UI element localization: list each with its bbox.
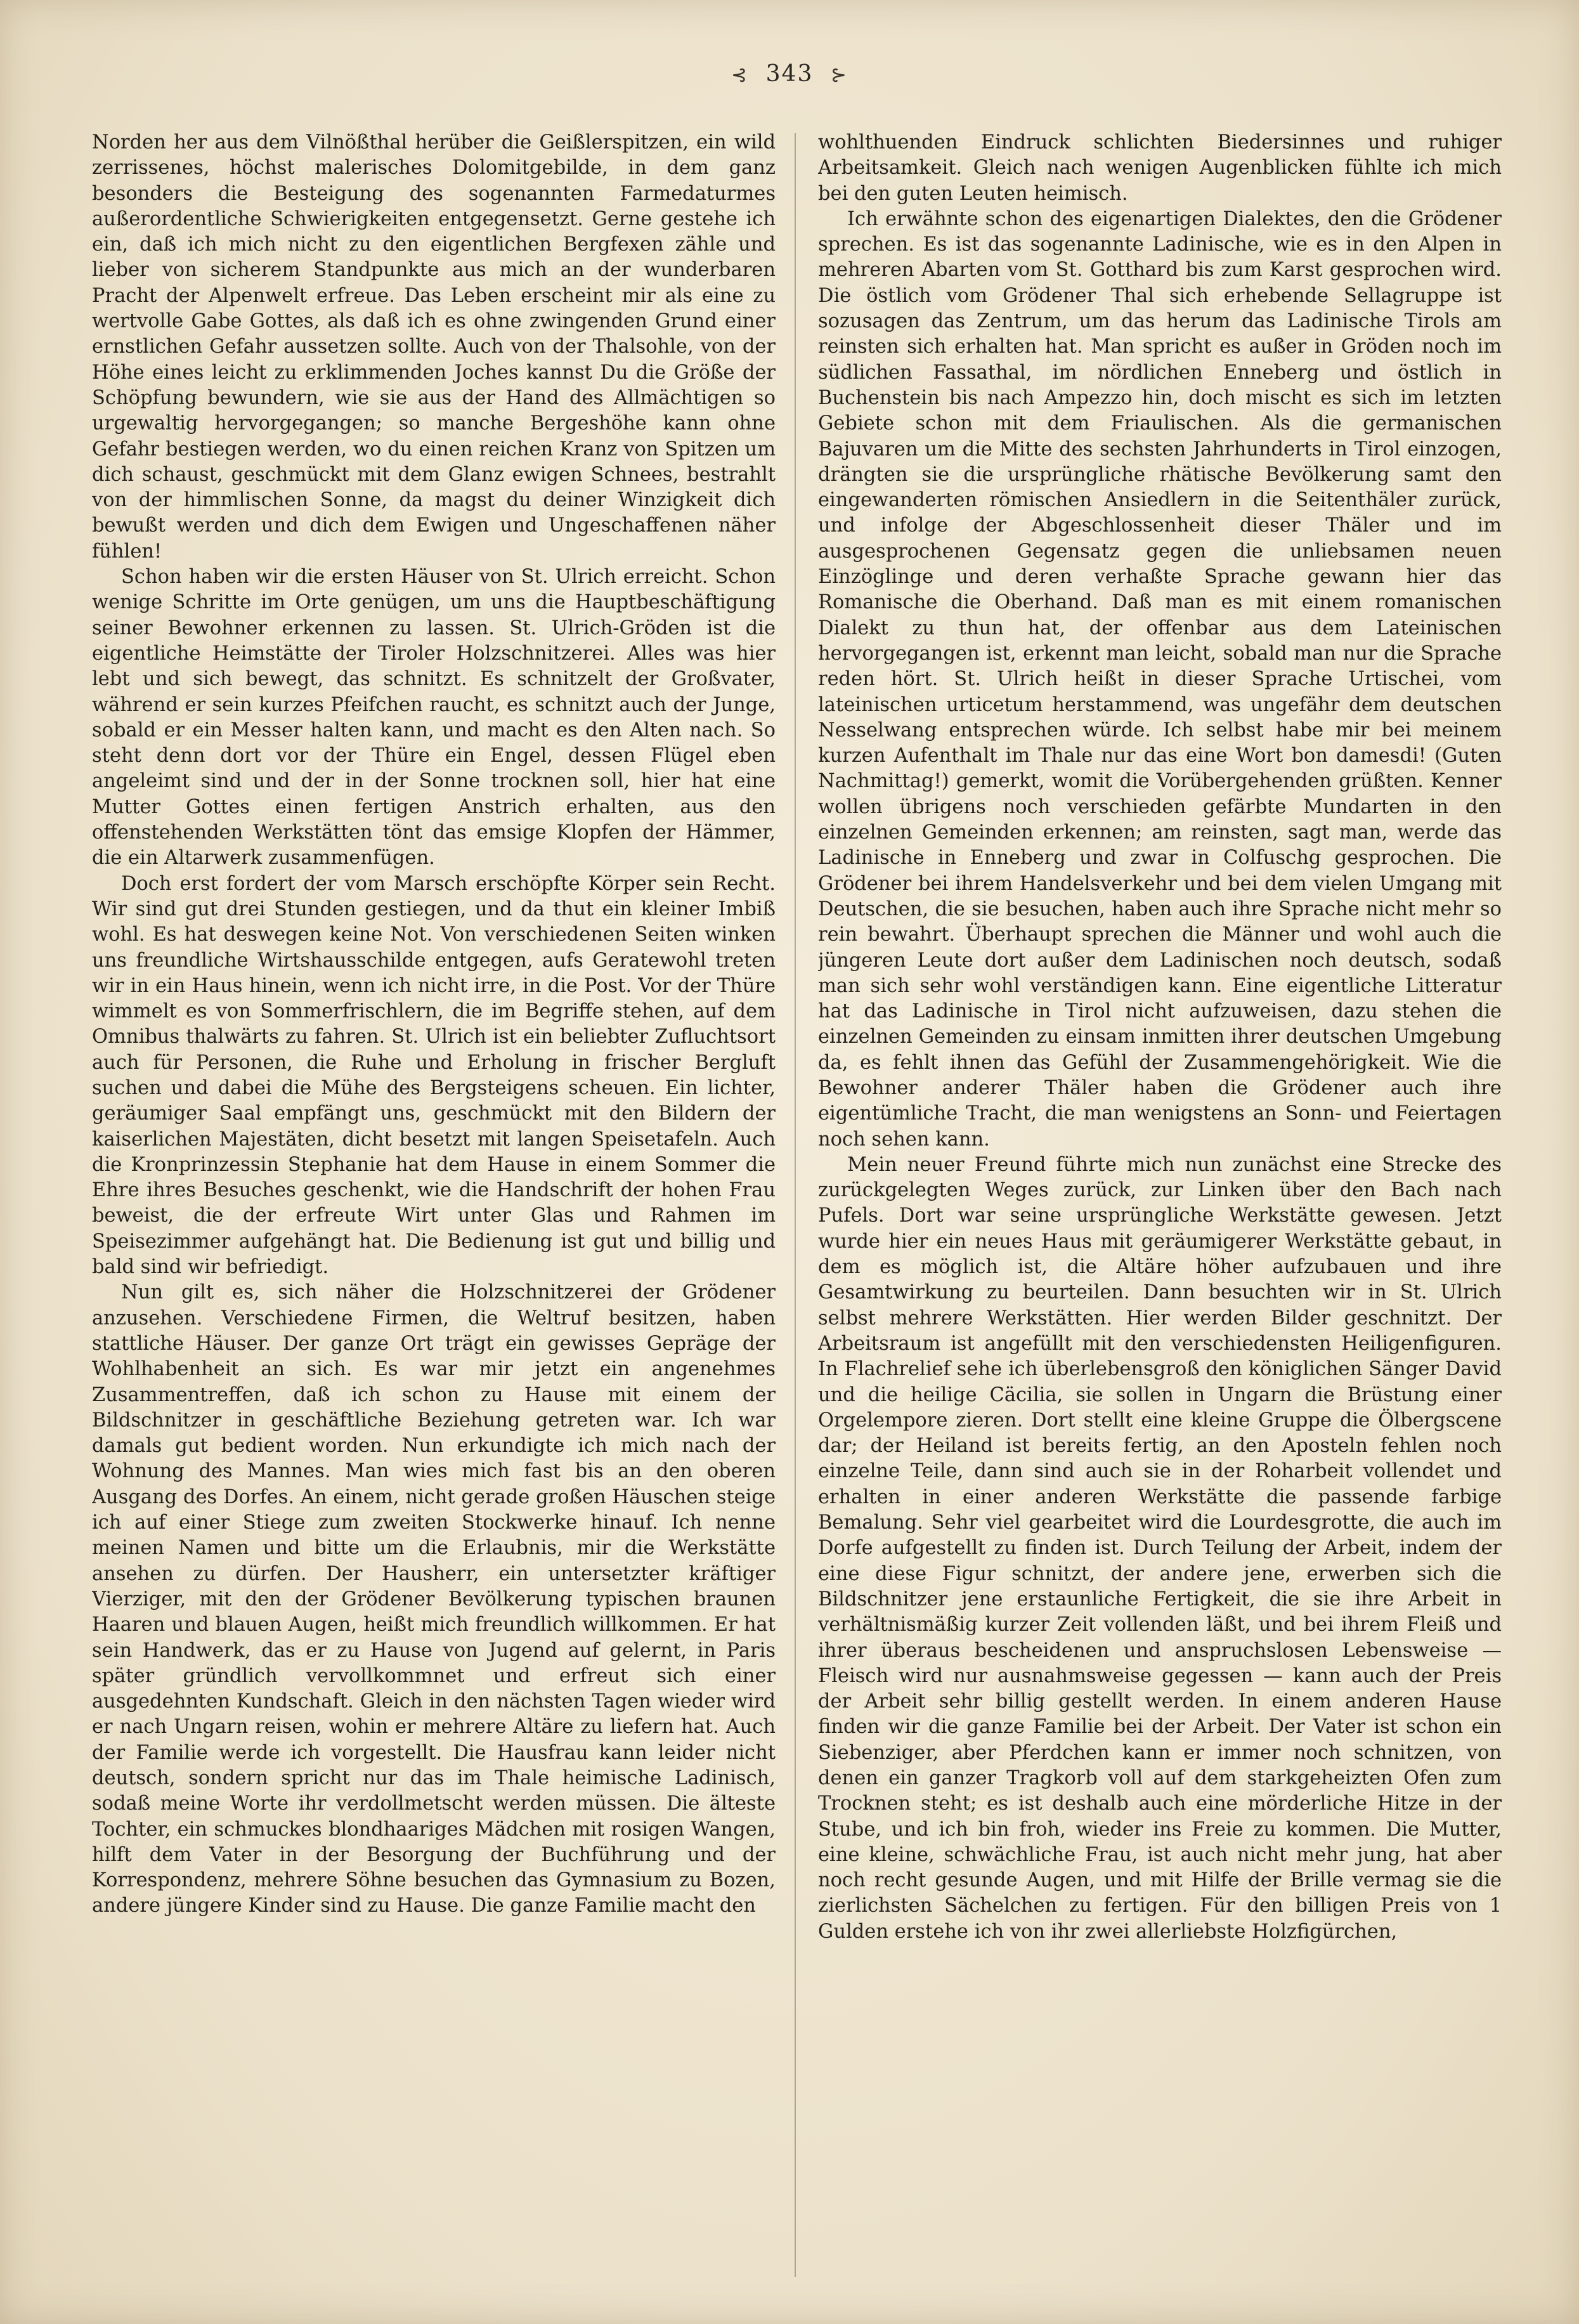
- ornament-left: ⊰: [731, 64, 749, 86]
- paragraph: Doch erst fordert der vom Marsch erschöpfte Körper sein Recht. Wir sind gut drei Stunden gestiegen, und da thut ein kleiner Imbiß wohl. Es hat deswegen keine Not. Von verschiedenen Seiten winken uns freundliche Wirtshausschilde entgegen, aufs Geratewohl treten wir in ein Haus hinein, wenn ich nicht irre, in die Post. Vor der Thüre wimmelt es von Sommerfrischlern, die im Begriffe stehen, auf dem Omnibus thalwärts zu fahren. St. Ulrich ist ein beliebter Zufluchtsort auch für Personen, die Ruhe und Erholung in frischer Bergluft suchen und dabei die Mühe des Bergsteigens scheuen. Ein lichter, geräumiger Saal empfängt uns, geschmückt mit den Bildern der kaiserlichen Majestäten, dicht besetzt mit langen Speisetafeln. Auch die Kronprinzessin Stephanie hat dem Hause in einem Sommer die Ehre ihres Besuches geschenkt, wie die Handschrift der hohen Frau beweist, die der erfreute Wirt unter Glas und Rahmen im Speisezimmer aufgehängt hat. Die Bedienung ist gut und billig und bald sind wir befriedigt.: [92, 872, 776, 1279]
- column-divider: [795, 133, 796, 2277]
- page-header: [0, 61, 1579, 87]
- paragraph: Nun gilt es, sich näher die Holzschnitzerei der Grödener anzusehen. Verschiedene Firmen, die Weltruf besitzen, haben stattliche Häuser. Der ganze Ort trägt ein gewisses Gepräge der Wohlhabenheit an sich. Es war mir jetzt ein angenehmes Zusammentreffen, daß ich schon zu Hause mit einem der Bildschnitzer in geschäftliche Beziehung getreten war. Ich war damals gut bedient worden. Nun erkundigte ich mich nach der Wohnung des Mannes. Man wies mich fast bis an den oberen Ausgang des Dorfes. An einem, nicht gerade großen Häuschen steige ich auf einer Stiege zum zweiten Stockwerke hinauf. Ich nenne meinen Namen und bitte um die Erlaubnis, mir die Werkstätte ansehen zu dürfen. Der Hausherr, ein untersetzter kräftiger Vierziger, mit den der Grödener Bevölkerung typischen braunen Haaren und blauen Augen, heißt mich freundlich willkommen. Er hat sein Handwerk, das er zu Hause von Jugend auf gelernt, in Paris später gründlich vervollkommnet und erfreut sich einer ausgedehnten Kundschaft. Gleich in den nächsten Tagen wieder wird er nach Ungarn reisen, wohin er mehrere Altäre zu liefern hat. Auch der Familie werde ich vorgestellt. Die Hausfrau kann leider nicht deutsch, sondern spricht nur das im Thale heimische Ladinisch, sodaß meine Worte ihr verdollmetscht werden müssen. Die älteste Tochter, ein schmuckes blondhaariges Mädchen mit rosigen Wangen, hilft dem Vater in der Besorgung der Buchführung und der Korrespondenz, mehrere Söhne besuchen das Gymnasium zu Bozen, andere jüngere Kinder sind zu Hause. Die ganze Familie macht den: [92, 1281, 776, 1917]
- right-column: [818, 130, 1502, 2280]
- paragraph: Mein neuer Freund führte mich nun zunächst eine Strecke des zurückgelegten Weges zurück, zur Linken über den Bach nach Pufels. Dort war seine ursprüngliche Werkstätte gewesen. Jetzt wurde hier ein neues Haus mit geräumigerer Werkstätte gebaut, in dem es möglich ist, die Altäre höher aufzubauen und ihre Gesamtwirkung zu beurteilen. Dann besuchten wir in St. Ulrich selbst mehrere Werkstätten. Hier werden Bilder geschnitzt. Der Arbeitsraum ist angefüllt mit den verschiedensten Heiligenfiguren. In Flachrelief sehe ich überlebensgroß den königlichen Sänger David und die heilige Cäcilia, sie sollen in Ungarn die Brüstung einer Orgelempore zieren. Dort stellt eine kleine Gruppe die Ölbergscene dar; der Heiland ist bereits fertig, an den Aposteln fehlen noch einzelne Teile, dann sind auch sie in der Roharbeit vollendet und erhalten in einer anderen Werkstätte die passende farbige Bemalung. Sehr viel gearbeitet wird die Lourdesgrotte, die auch im Dorfe aufgestellt zu finden ist. Durch Teilung der Arbeit, indem der eine diese Figur schnitzt, der andere jene, erwerben sich die Bildschnitzer jene erstaunliche Fertigkeit, die sie ihre Arbeit in verhältnismäßig kurzer Zeit vollenden läßt, und bei ihrem Fleiß und ihrer überaus bescheidenen und anspruchslosen Lebensweise — Fleisch wird nur ausnahmsweise gegessen — kann auch der Preis der Arbeit sehr billig gestellt werden. In einem anderen Hause finden wir die ganze Familie bei der Arbeit. Der Vater ist schon ein Siebenziger, aber Pferdchen kann er immer noch schnitzen, von denen ein ganzer Tragkorb voll auf dem starkgeheizten Ofen zum Trocknen steht; es ist deshalb auch eine mörderliche Hitze in der Stube, und ich bin froh, wieder ins Freie zu kommen. Die Mutter, eine kleine, schwächliche Frau, ist auch nicht mehr jung, hat aber noch recht gesunde Augen, und mit Hilfe der Brille vermag sie die zierlichsten Sächelchen zu fertigen. Für den billigen Preis von 1 Gulden erstehe ich von ihr zwei allerliebste Holzfigürchen,: [818, 1153, 1502, 1943]
- paragraph: wohlthuenden Eindruck schlichten Biedersinnes und ruhiger Arbeitsamkeit. Gleich nach wenigen Augenblicken fühlte ich mich bei den guten Leuten heimisch.: [818, 131, 1502, 205]
- page-number: 343: [765, 61, 814, 87]
- left-column: [92, 130, 776, 2280]
- paragraph: Schon haben wir die ersten Häuser von St. Ulrich erreicht. Schon wenige Schritte im Orte genügen, um uns die Hauptbeschäftigung seiner Bewohner erkennen zu lassen. St. Ulrich-Gröden ist die eigentliche Heimstätte der Tiroler Holzschnitzerei. Alles was hier lebt und sich bewegt, das schnitzt. Es schnitzelt der Großvater, während er sein kurzes Pfeifchen raucht, es schnitzt auch der Junge, sobald er ein Messer halten kann, und macht es den Alten nach. So steht denn dort vor der Thüre ein Engel, dessen Flügel eben angeleimt sind und der in der Sonne trocknen soll, hier hat eine Mutter Gottes einen fertigen Anstrich erhalten, aus den offenstehenden Werkstätten tönt das emsige Klopfen der Hämmer, die ein Altarwerk zusammenfügen.: [92, 566, 776, 870]
- paragraph: Ich erwähnte schon des eigenartigen Dialektes, den die Grödener sprechen. Es ist das sogenannte Ladinische, wie es in den Alpen in mehreren Abarten vom St. Gotthard bis zum Karst gesprochen wird. Die östlich vom Grödener Thal sich erhebende Sellagruppe ist sozusagen das Zentrum, um das herum das Ladinische Tirols am reinsten sich erhalten hat. Man spricht es außer in Gröden noch im südlichen Fassathal, im nördlichen Enneberg und östlich in Buchenstein bis nach Ampezzo hin, doch mischt es sich im letzten Gebiete schon mit dem Friaulischen. Als die germanischen Bajuvaren um die Mitte des sechsten Jahrhunderts in Tirol einzogen, drängten sie die ursprüngliche rhätische Bevölkerung samt den eingewanderten römischen Ansiedlern in die Seitenthäler zurück, und infolge der Abgeschlossenheit dieser Thäler und im ausgesprochenen Gegensatz gegen die unliebsamen neuen Einzöglinge und deren verhaßte Sprache gewann hier das Romanische die Oberhand. Daß man es mit einem romanischen Dialekt zu thun hat, der offenbar aus dem Lateinischen hervorgegangen ist, erkennt man leicht, sobald man nur die Sprache reden hört. St. Ulrich heißt in dieser Sprache Urtischei, vom lateinischen urticetum herstammend, was ungefähr dem deutschen Nesselwang entsprechen würde. Ich selbst habe mir bei meinem kurzen Aufenthalt im Thale nur das eine Wort bon damesdi! (Guten Nachmittag!) gemerkt, womit die Vorübergehenden grüßten. Kenner wollen übrigens noch verschieden gefärbte Mundarten in den einzelnen Gemeinden erkennen; am reinsten, sagt man, werde das Ladinische in Enneberg und zwar in Colfuschg gesprochen. Die Grödener bei ihrem Handelsverkehr und bei dem vielen Umgang mit Deutschen, die sie besuchen, haben auch ihre Sprache nicht mehr so rein bewahrt. Überhaupt sprechen die Männer und wohl auch die jüngeren Leute dort außer dem Ladinischen noch deutsch, sodaß man sich sehr wohl verständigen kann. Eine eigentliche Litteratur hat das Ladinische in Tirol nicht aufzuweisen, dazu stehen die einzelnen Gemeinden zu einsam inmitten ihrer deutschen Umgebung da, es fehlt ihnen das Gefühl der Zusammengehörigkeit. Wie die Bewohner anderer Thäler haben die Grödener auch ihre eigentümliche Tracht, die man wenigstens an Sonn- und Feiertagen noch sehen kann.: [818, 207, 1502, 1151]
- ornament-right: ⊱: [830, 64, 848, 86]
- paragraph: Norden her aus dem Vilnößthal herüber die Geißlerspitzen, ein wild zerrissenes, höchst malerisches Dolomitgebilde, in dem ganz besonders die Besteigung des sogenannten Farmedaturmes außerordentliche Schwierigkeiten entgegensetzt. Gerne gestehe ich ein, daß ich mich nicht zu den eigentlichen Bergfexen zähle und lieber von sicherem Standpunkte aus mich an der wunderbaren Pracht der Alpenwelt erfreue. Das Leben erscheint mir als eine zu wertvolle Gabe Gottes, als daß ich es ohne zwingenden Grund einer ernstlichen Gefahr aussetzen sollte. Auch von der Thalsohle, von der Höhe eines leicht zu erklimmenden Joches kannst Du die Größe der Schöpfung bewundern, wie sie aus der Hand des Allmächtigen so urgewaltig hervorgegangen; so manche Bergeshöhe kann ohne Gefahr bestiegen werden, wo du einen reichen Kranz von Spitzen um dich schaust, geschmückt mit dem Glanz ewigen Schnees, bestrahlt von der himmlischen Sonne, da magst du deiner Winzigkeit dich bewußt werden und dich dem Ewigen und Ungeschaffenen näher fühlen!: [92, 131, 776, 563]
